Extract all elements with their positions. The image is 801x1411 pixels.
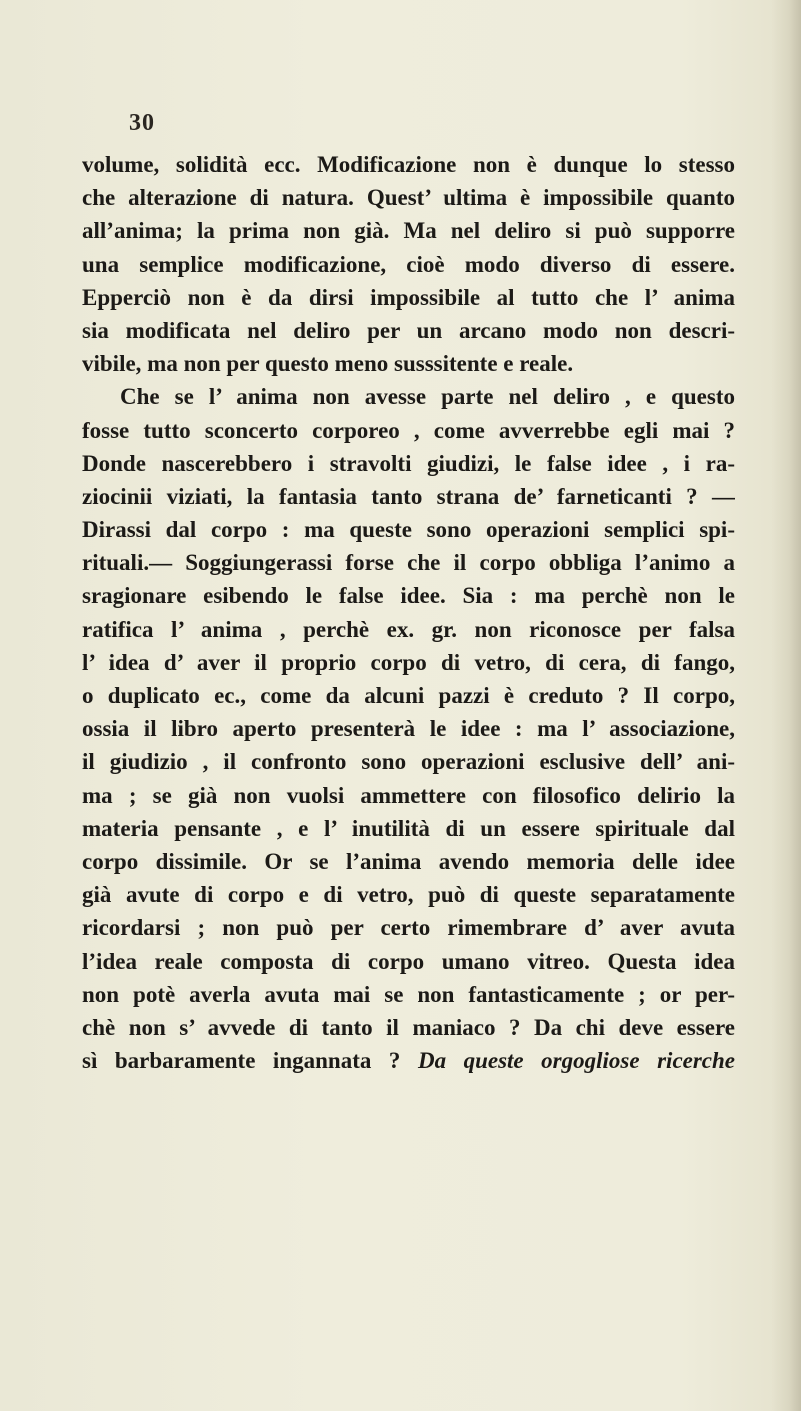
text-line: chè non s’ avvede di tanto il maniaco ? Da chi deve essere xyxy=(82,1014,735,1040)
text-line: Epperciò non è da dirsi impossibile al tutto che l’ anima xyxy=(82,284,735,310)
text-line: che alterazione di natura. Quest’ ultima è impossibile quanto xyxy=(82,185,735,211)
body-text xyxy=(82,148,735,1077)
text-line: materia pensante , e l’ inutilità di un essere spirituale dal xyxy=(82,815,735,841)
text-line: vibile, ma non per questo meno susssitente e reale. xyxy=(82,351,574,377)
text-line: il giudizio , il confronto sono operazioni esclusive dell’ ani- xyxy=(82,749,735,775)
text-line: non potè averla avuta mai se non fantasticamente ; or per- xyxy=(82,981,735,1007)
text-line: sia modificata nel deliro per un arcano modo non descri- xyxy=(82,317,735,343)
text-line-final xyxy=(82,1044,735,1077)
text-line: ziocinii viziati, la fantasia tanto strana de’ farneticanti ? — xyxy=(82,483,735,509)
text-line: ma ; se già non vuolsi ammettere con filosofico delirio la xyxy=(82,782,735,808)
text-line: o duplicato ec., come da alcuni pazzi è creduto ? Il corpo, xyxy=(82,683,735,708)
text-line: Dirassi dal corpo : ma queste sono operazioni semplici spi- xyxy=(82,517,735,543)
text-line: Che se l’ anima non avesse parte nel deliro , e questo xyxy=(120,384,735,410)
text-line: corpo dissimile. Or se l’anima avendo memoria delle idee xyxy=(82,848,735,874)
text-line: una semplice modificazione, cioè modo diverso di essere. xyxy=(82,251,735,277)
text-plain: sì barbaramente ingannata ? xyxy=(82,1048,401,1074)
text-italic: Da queste orgogliose ricerche xyxy=(417,1048,735,1074)
text-line: ricordarsi ; non può per certo rimembrare d’ aver avuta xyxy=(82,915,735,941)
text-line: rituali.— Soggiungerassi forse che il corpo obbliga l’animo a xyxy=(82,550,735,576)
text-line: già avute di corpo e di vetro, può di queste separatamente xyxy=(82,882,735,908)
text-line: ossia il libro aperto presenterà le idee : ma l’ associazione, xyxy=(82,716,735,742)
text-line: sragionare esibendo le false idee. Sia : ma perchè non le xyxy=(82,583,735,609)
text-line: ratifica l’ anima , perchè ex. gr. non riconosce per falsa xyxy=(82,616,735,642)
text-line: volume, solidità ecc. Modificazione non è dunque lo stesso xyxy=(82,152,735,177)
page-number: 30 xyxy=(129,110,155,136)
text-line: Donde nascerebbero i stravolti giudizi, le false idee , i ra- xyxy=(82,450,735,476)
page-edge-shadow xyxy=(771,0,801,1411)
text-line: all’anima; la prima non già. Ma nel deliro si può supporre xyxy=(82,218,735,244)
text-line: l’ idea d’ aver il proprio corpo di vetro, di cera, di fango, xyxy=(82,649,735,675)
text-line: l’idea reale composta di corpo umano vitreo. Questa idea xyxy=(82,948,735,974)
text-line: fosse tutto sconcerto corporeo , come avverrebbe egli mai ? xyxy=(82,417,735,443)
